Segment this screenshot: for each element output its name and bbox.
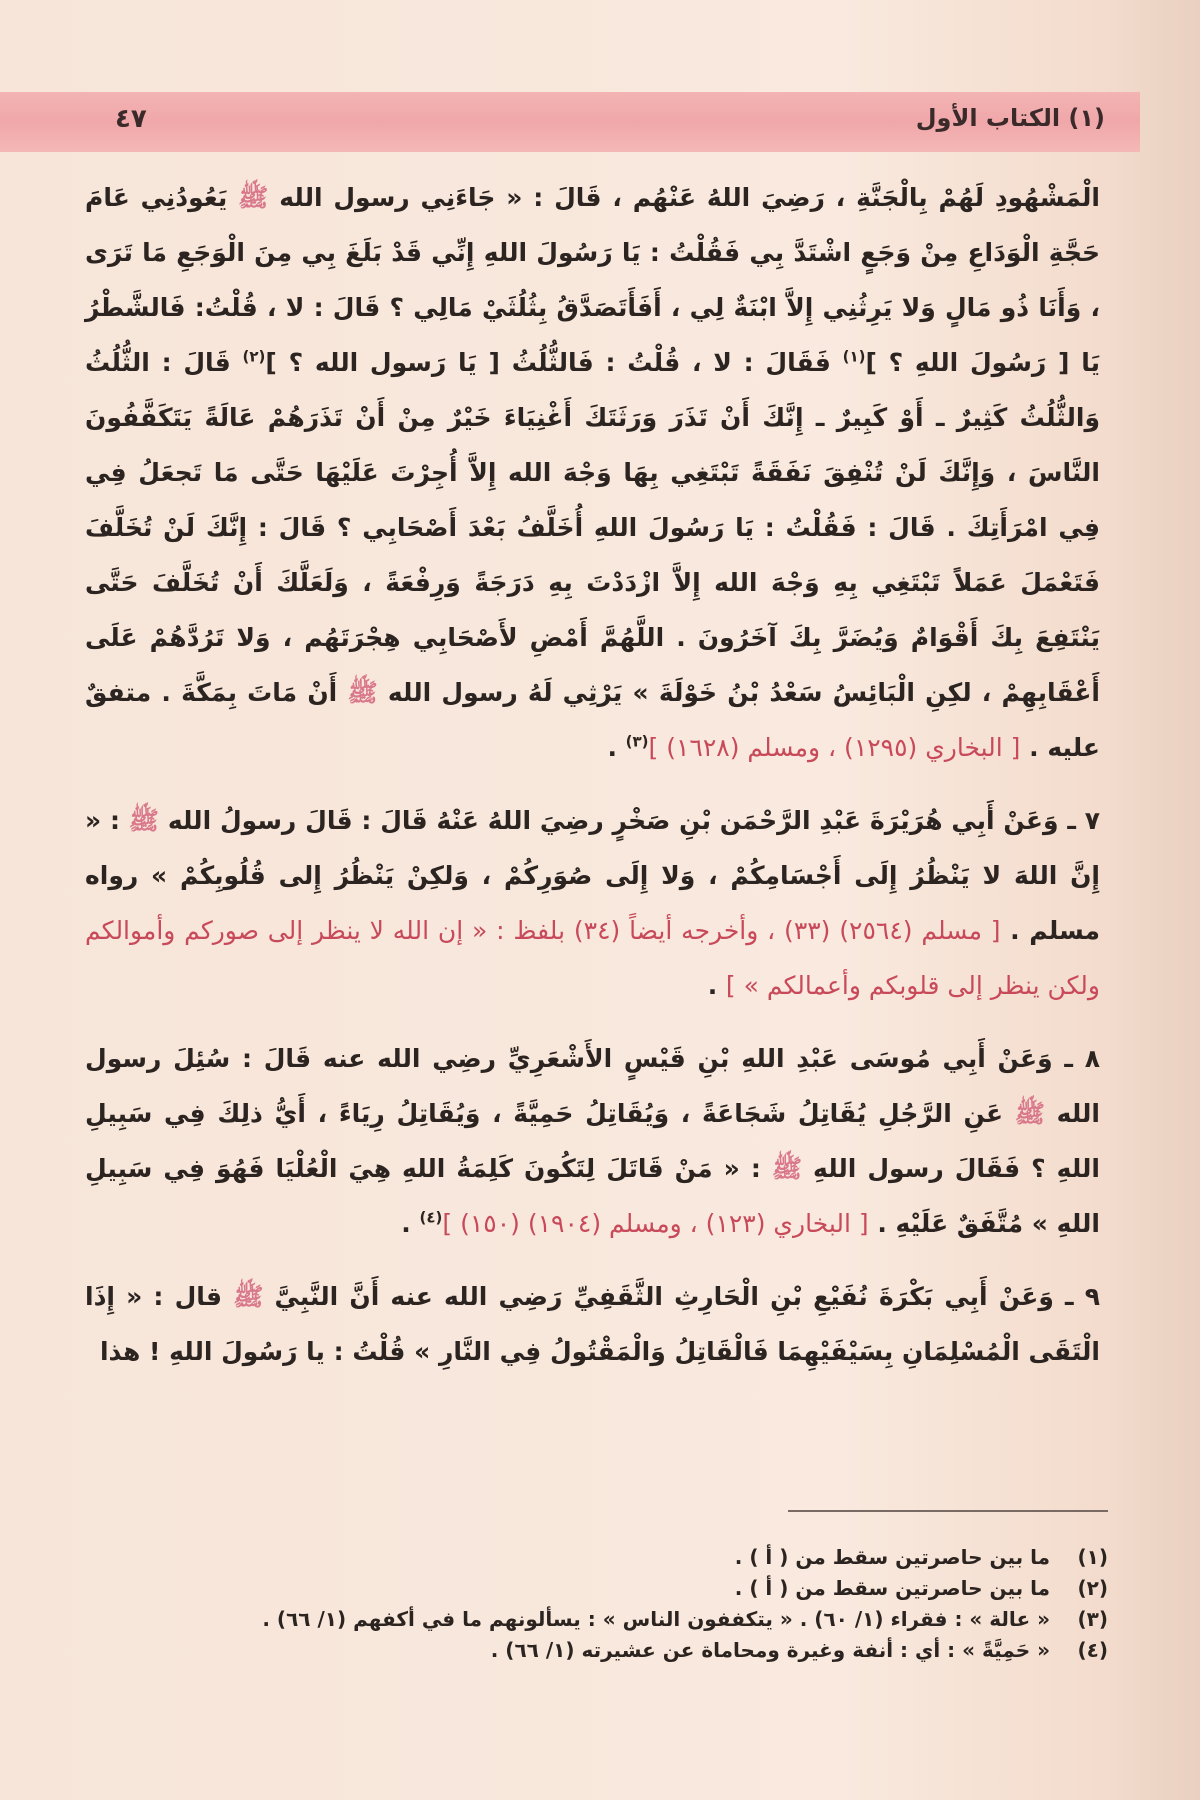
hadith-7 (85, 793, 1100, 1013)
text-segment: : « مَنْ قَاتَلَ لِتَكُونَ كَلِمَةُ اللهِ هِيَ الْعُلْيَا فَهُوَ فِي سَبِيلِ اللهِ » مُتَّفَقٌ عَلَيْهِ . (85, 1154, 1100, 1238)
source-reference: [ البخاري (١٢٣) ، ومسلم (١٩٠٤) (١٥٠) ] (442, 1209, 869, 1238)
footnote-separator (788, 1510, 1108, 1512)
source-reference: [ البخاري (١٢٩٥) ، ومسلم (١٦٢٨) ] (648, 733, 1021, 762)
pbuh-ligature-icon: ﷺ (233, 1282, 264, 1311)
footnote-marker-3[interactable]: (٣) (625, 732, 649, 751)
text-segment: : « إِنَّ اللهَ لا يَنْظُرُ إِلَى أَجْسَامِكُمْ ، وَلا إِلَى صُوَرِكُمْ ، وَلكِنْ يَنْظُرُ إِلى قُلُوبِكُمْ » رواه مسلم . (85, 806, 1100, 945)
text-segment: يَعُودُنِي عَامَ حَجَّةِ الْوَدَاعِ مِنْ وَجَعٍ اشْتَدَّ بِي فَقُلْتُ : يَا رَسُولَ اللهِ إِنِّي قَدْ بَلَغَ بِي مِنَ الْوَجَعِ مَا تَرَى ، وَأَنَا ذُو مَالٍ وَلا يَرِثُنِي إِلاَّ ابْنَةٌ لِي ، أَفَأَتَصَدَّقُ بِثُلُثَيْ مَالِي ؟ قَالَ : لا ، قُلْتُ: فَالشَّطْرُ يَا [ رَسُولَ اللهِ ؟ ] (85, 183, 1100, 377)
pbuh-ligature-icon: ﷺ (238, 183, 269, 212)
text-segment: وَعَنْ أَبِي هُرَيْرَةَ عَبْدِ الرَّحْمَن بْنِ صَخْرٍ رضِيَ اللهُ عَنْهُ قَالَ : قَالَ رسولُ الله (159, 806, 1068, 835)
hadith-number: ٩ ـ (1065, 1282, 1100, 1311)
page-number: ٤٧ (115, 104, 147, 134)
footnote-text: ما بين حاصرتين سقط من ( أ ) . (734, 1545, 1050, 1569)
text-segment: قال : « إِذَا الْتَقَى الْمُسْلِمَانِ بِسَيْفَيْهِمَا فَالْقَاتِلُ وَالْمَقْتُولُ فِي النَّارِ » قُلْتُ : يا رَسُولَ اللهِ ! هذا (85, 1282, 1100, 1366)
pbuh-ligature-icon: ﷺ (771, 1154, 803, 1183)
hadith-number: ٧ ـ (1067, 806, 1101, 835)
hadith-8 (85, 1031, 1100, 1251)
footnote-number: (٢) (1077, 1576, 1108, 1600)
text-segment: فَقَالَ : لا ، قُلْتُ : فَالثُّلُثُ [ يَا رَسول الله ؟ ] (265, 348, 843, 377)
footnote-number: (٤) (1077, 1638, 1108, 1662)
footnote-4 (108, 1635, 1108, 1666)
text-segment: أَنْ مَاتَ بِمَكَّةَ . متفقٌ عليه . (85, 678, 1100, 762)
footnote-1 (108, 1542, 1108, 1573)
text-segment: عَنِ الرَّجُلِ يُقَاتِلُ شَجَاعَةً ، وَيُقَاتِلُ حَمِيَّةً ، وَيُقَاتِلُ رِيَاءً ، أَيُّ ذلِكَ فِي سَبِيلِ اللهِ ؟ فَقَالَ رسول اللهِ (85, 1099, 1101, 1183)
text-segment: . (607, 733, 626, 762)
pbuh-ligature-icon: ﷺ (128, 806, 159, 835)
hadith-number: ٨ ـ (1064, 1044, 1100, 1073)
footnote-3 (108, 1604, 1108, 1635)
footnote-number: (٣) (1077, 1607, 1108, 1631)
text-segment: الْمَشْهُودِ لَهُمْ بِالْجَنَّةِ ، رَضِيَ اللهُ عَنْهُم ، قَالَ : « جَاءَنِي رسول الله (268, 183, 1100, 212)
footnote-text: ما بين حاصرتين سقط من ( أ ) . (734, 1576, 1050, 1600)
hadith-9 (85, 1269, 1100, 1379)
footnote-2 (108, 1573, 1108, 1604)
chapter-title: (١) الكتاب الأول (915, 104, 1105, 132)
footnote-number: (١) (1077, 1545, 1108, 1569)
text-segment: . (401, 1209, 420, 1238)
text-segment: وَعَنْ أَبِي بَكْرَةَ نُفَيْعِ بْنِ الْحَارِثِ الثَّقَفِيِّ رَضِي الله عنه أَنَّ النَّبِيَّ (263, 1282, 1066, 1311)
footnote-text: « عالة » : فقراء (١/ ٦٠) . « يتكففون الناس » : يسألونهم ما في أكفهم (١/ ٦٦) . (262, 1607, 1050, 1631)
pbuh-ligature-icon: ﷺ (347, 678, 378, 707)
main-text (85, 170, 1100, 1397)
footnote-marker-2[interactable]: (٢) (242, 347, 266, 366)
source-reference: [ مسلم (٢٥٦٤) (٣٣) ، وأخرجه أيضاً (٣٤) بلفظ : « إن الله لا ينظر إلى صوركم وأموالكم ولكن ينظر إلى قلوبكم وأعمالكم » ] (85, 916, 1100, 1000)
text-segment: وَعَنْ أَبِي مُوسَى عَبْدِ اللهِ بْنِ قَيْسٍ الأَشْعَرِيِّ رضِي الله عنه قَالَ : سُئِلَ رسول الله (85, 1044, 1100, 1128)
text-segment: . (707, 971, 726, 1000)
footnotes (108, 1542, 1108, 1666)
hadith-6-continuation (85, 170, 1100, 775)
pbuh-ligature-icon: ﷺ (1014, 1099, 1045, 1128)
footnote-marker-1[interactable]: (١) (842, 347, 866, 366)
footnote-text: « حَمِيَّةً » : أي : أنفة وغيرة ومحاماة عن عشيرته (١/ ٦٦) . (490, 1638, 1050, 1662)
text-segment: قَالَ : الثُّلُثُ وَالثُّلُثُ كَثِيرٌ ـ أَوْ كَبِيرٌ ـ إِنَّكَ أَنْ تَذَرَ وَرَثَتَكَ أَغْنِيَاءَ خَيْرٌ مِنْ أَنْ تَذَرَهُمْ عَالَةً يَتَكَفَّفُونَ النَّاسَ ، وَإِنَّكَ لَنْ تُنْفِقَ نَفَقَةً تَبْتَغِي بِهَا وَجْهَ الله إِلاَّ أُجِرْتَ عَلَيْهَا حَتَّى مَا تَجعَلُ فِي فِي امْرَأَتِكَ . قَالَ : فَقُلْتُ : يَا رَسُولَ اللهِ أُخَلَّفُ بَعْدَ أَصْحَابِي ؟ قَالَ : إِنَّكَ لَنْ تُخَلَّفَ فَتَعْمَلَ عَمَلاً تَبْتَغِي بِهِ وَجْهَ الله إِلاَّ ازْدَدْتَ بِهِ دَرَجَةً وَرِفْعَةً ، وَلَعَلَّكَ أَنْ تُخَلَّفَ حَتَّى يَنْتَفِعَ بِكَ أَقْوَامٌ وَيُضَرَّ بِكَ آخَرُونَ . اللَّهُمَّ أَمْضِ لأَصْحَابِي هِجْرَتَهُم ، وَلا تَرُدَّهُمْ عَلَى أَعْقَابِهِمْ ، لكِنِ الْبَائِسُ سَعْدُ بْنُ خَوْلَةَ » يَرْثِي لَهُ رسول الله (85, 348, 1100, 707)
footnote-marker-4[interactable]: (٤) (419, 1208, 443, 1227)
